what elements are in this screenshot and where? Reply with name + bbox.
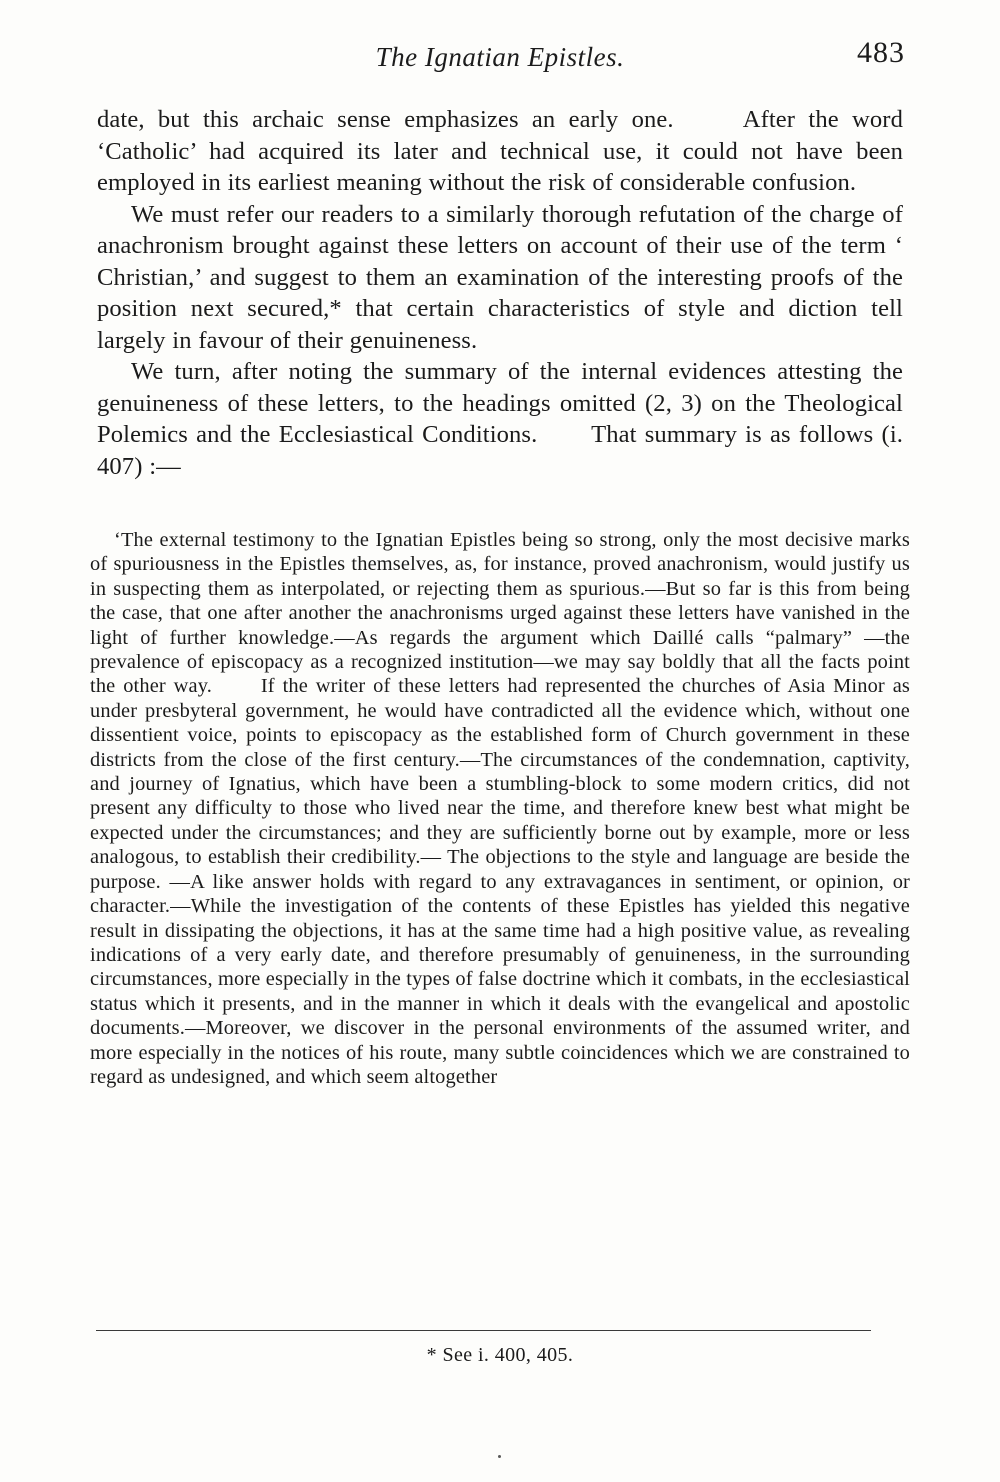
paragraph: date, but this archaic sense emphasizes an early one. After the word ‘Catholic’ had acquired its later and technical use, it could not have been employed in its earliest meaning without the risk of considerable confusion. (97, 106, 903, 196)
footnote-divider (96, 1330, 871, 1331)
blockquote (90, 528, 910, 1089)
body-text (97, 104, 903, 482)
page-number: 483 (857, 36, 905, 69)
blockquote-text: ‘The external testimony to the Ignatian Epistles being so strong, only the most decisive marks of spuriousness in the Epistles themselves, as, for instance, proved anachronism, would justify us in suspecting them as interpolated, or rejecting them as spurious.—But so far is this from being the case, that one after another the anachronisms urged against these letters have vanished in the light of further knowledge.—As regards the argument which Daillé calls “palmary” —the prevalence of episcopacy as a recognized institution—we may say boldly that all the facts point the other way. If the writer of these letters had represented the churches of Asia Minor as under presbyteral government, he would have contradicted all the evidence which, without one dissentient voice, points to episcopacy as the established form of Church government in these districts from the close of the first century.—The circumstances of the condemnation, captivity, and journey of Ignatius, which have been a stumbling-block to some modern critics, did not present any difficulty to those who lived near the time, and therefore knew best what might be expected under the circumstances; and they are sufficiently borne out by example, more or less analogous, to establish their credibility.— The objections to the style and language are beside the purpose. —A like answer holds with regard to any extravagances in sentiment, or opinion, or character.—While the investigation of the contents of these Epistles has yielded this negative result in dissipating the objections, it has at the same time had a high positive value, as revealing indications of a very early date, and therefore presumably of genuineness, in the surrounding circumstances, more especially in the types of false doctrine which it combats, in the ecclesiastical status which it presents, and in the manner in which it deals with the evangelical and apostolic documents.—Moreover, we discover in the personal environments of the assumed writer, and more especially in the notices of his route, many subtle coincidences which we are constrained to regard as undesigned, and which seem altogether (90, 529, 910, 1088)
page-bottom-mark (498, 1455, 501, 1458)
page-header (95, 42, 905, 73)
running-title: The Ignatian Epistles. (375, 42, 625, 72)
paragraph: We turn, after noting the summary of the internal evidences attesting the genuineness of these letters, to the headings omitted (2, 3) on the Theological Polemics and the Ecclesiastical Conditions. That summary is as follows (i. 407) :— (97, 358, 903, 480)
paragraph: We must refer our readers to a similarly thorough refutation of the charge of anachronism brought against these letters on account of their use of the term ‘ Christian,’ and suggest to them an examination of the interesting proofs of the position next secured,* that certain characteristics of style and diction tell largely in favour of their genuineness. (97, 200, 903, 354)
footnote-text: * See i. 400, 405. (426, 1344, 574, 1366)
